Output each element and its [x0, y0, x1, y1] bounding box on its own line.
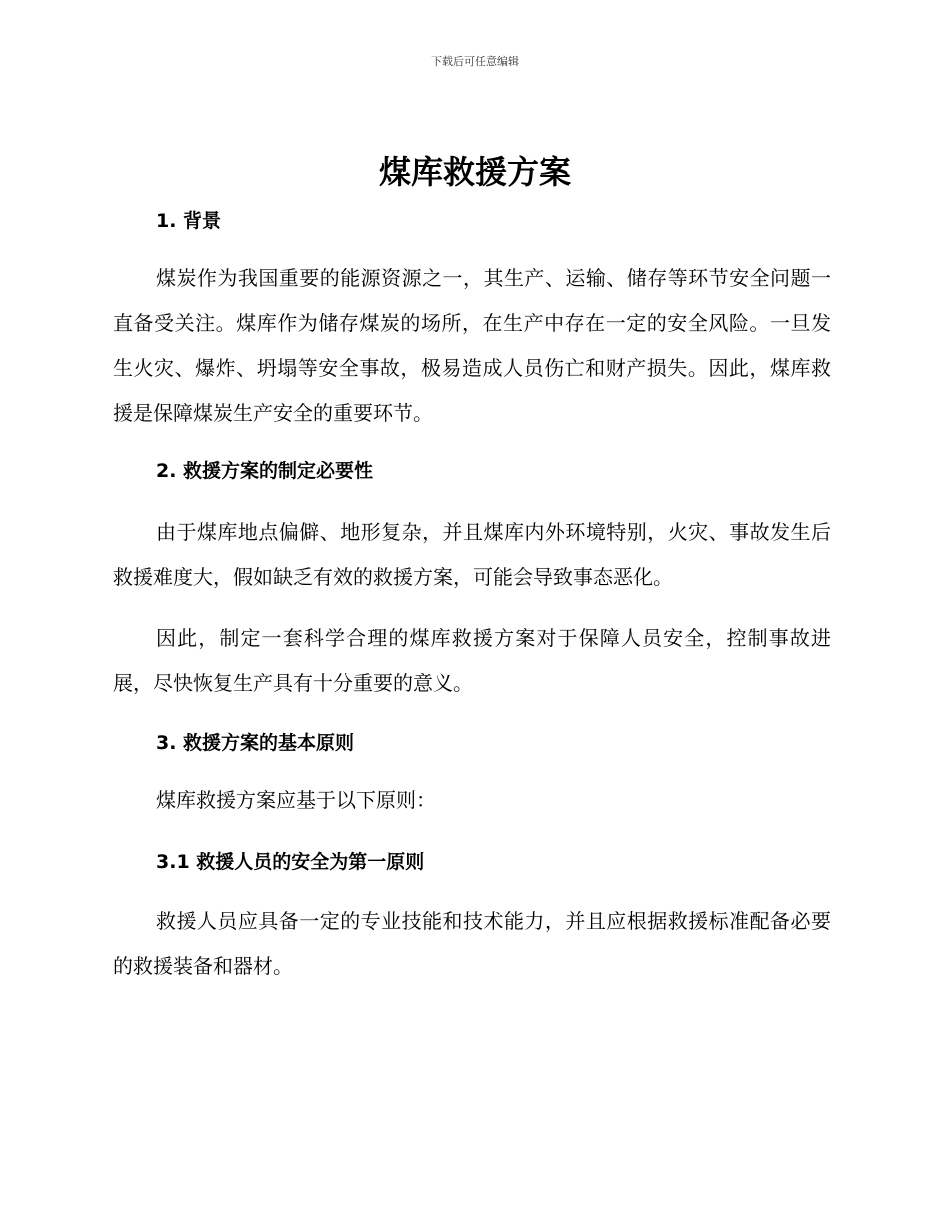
paragraph-principles: 煤库救援方案应基于以下原则： [156, 788, 436, 812]
section-heading-background: 1. 背景 [156, 210, 222, 232]
paragraph-necessity-2: 因此，制定一套科学合理的煤库救援方案对于保障人员安全，控制事故进展，尽快恢复生产具有十分重要的意义。 [113, 626, 831, 695]
document-body [113, 200, 831, 989]
paragraph-safety-first: 救援人员应具备一定的专业技能和技术能力，并且应根据救援标准配备必要的救援装备和器材。 [113, 909, 831, 978]
page-header-text: 下载后可任意编辑 [431, 55, 519, 68]
paragraph-background: 煤炭作为我国重要的能源资源之一，其生产、运输、储存等环节安全问题一直备受关注。煤库作为储存煤炭的场所，在生产中存在一定的安全风险。一旦发生火灾、爆炸、坍塌等安全事故，极易造成人员伤亡和财产损失。因此，煤库救援是保障煤炭生产安全的重要环节。 [113, 266, 831, 425]
section-heading-necessity: 2. 救援方案的制定必要性 [156, 460, 374, 482]
paragraph-necessity-1: 由于煤库地点偏僻、地形复杂，并且煤库内外环境特别，火灾、事故发生后救援难度大，假如缺乏有效的救援方案，可能会导致事态恶化。 [113, 520, 831, 589]
section-heading-principles: 3. 救援方案的基本原则 [156, 732, 355, 754]
section-heading-safety-first: 3.1 救援人员的安全为第一原则 [156, 851, 425, 873]
document-title: 煤库救援方案 [378, 153, 571, 191]
